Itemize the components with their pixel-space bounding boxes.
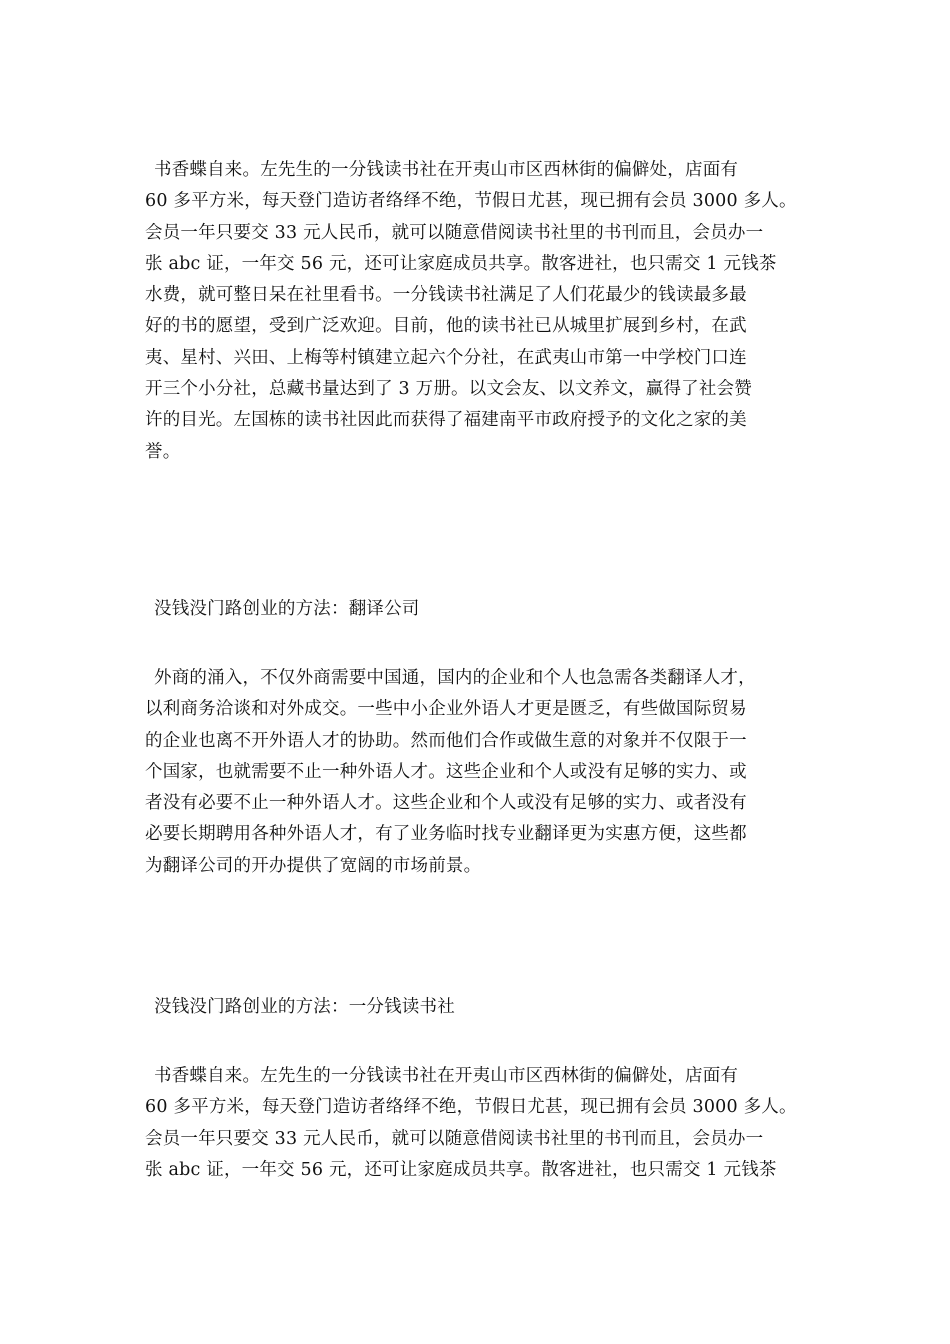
paragraph-3 xyxy=(145,1061,835,1186)
paragraph-line: 誉。 xyxy=(145,441,181,462)
paragraph-line: 开三个小分社，总藏书量达到了 3 万册。以文会友、以文养文，赢得了社会赞 xyxy=(145,379,752,400)
paragraph-line: 书香蝶自来。左先生的一分钱读书社在开夷山市区西林街的偏僻处，店面有 xyxy=(154,160,739,180)
paragraph-line: 书香蝶自来。左先生的一分钱读书社在开夷山市区西林街的偏僻处，店面有 xyxy=(154,1066,739,1086)
paragraph-line: 许的目光。左国栋的读书社因此而获得了福建南平市政府授予的文化之家的美 xyxy=(145,410,747,431)
paragraph-line: 会员一年只要交 33 元人民币，就可以随意借阅读书社里的书刊而且，会员办一 xyxy=(145,1128,764,1149)
paragraph-line: 60 多平方米，每天登门造访者络绎不绝，节假日尤甚，现已拥有会员 3000 多人。 xyxy=(145,1097,797,1118)
section-heading: 没钱没门路创业的方法：翻译公司 xyxy=(154,599,420,619)
section-heading-2 xyxy=(145,992,835,1023)
paragraph-line: 必要长期聘用各种外语人才，有了业务临时找专业翻译更为实惠方便，这些都 xyxy=(145,824,747,845)
paragraph-line: 张 abc 证，一年交 56 元，还可让家庭成员共享。散客进社，也只需交 1 元钱茶 xyxy=(145,1159,777,1180)
paragraph-line: 个国家，也就需要不止一种外语人才。这些企业和个人或没有足够的实力、或 xyxy=(145,761,747,782)
paragraph-2 xyxy=(145,663,835,882)
paragraph-1 xyxy=(145,155,835,468)
paragraph-line: 夷、星村、兴田、上梅等村镇建立起六个分社，在武夷山市第一中学校门口连 xyxy=(145,347,747,368)
paragraph-line: 者没有必要不止一种外语人才。这些企业和个人或没有足够的实力、或者没有 xyxy=(145,793,747,814)
paragraph-line: 好的书的愿望，受到广泛欢迎。目前，他的读书社已从城里扩展到乡村，在武 xyxy=(145,316,747,337)
paragraph-line: 张 abc 证，一年交 56 元，还可让家庭成员共享。散客进社，也只需交 1 元钱茶 xyxy=(145,253,777,274)
section-heading: 没钱没门路创业的方法：一分钱读书社 xyxy=(154,997,455,1017)
paragraph-line: 以利商务洽谈和对外成交。一些中小企业外语人才更是匮乏，有些做国际贸易 xyxy=(145,699,747,720)
paragraph-line: 外商的涌入，不仅外商需要中国通，国内的企业和个人也急需各类翻译人才， xyxy=(154,668,756,688)
paragraph-line: 60 多平方米，每天登门造访者络绎不绝，节假日尤甚，现已拥有会员 3000 多人。 xyxy=(145,191,797,212)
section-heading-1 xyxy=(145,594,835,625)
paragraph-line: 为翻译公司的开办提供了宽阔的市场前景。 xyxy=(145,855,482,876)
paragraph-line: 水费，就可整日呆在社里看书。一分钱读书社满足了人们花最少的钱读最多最 xyxy=(145,285,747,306)
paragraph-line: 会员一年只要交 33 元人民币，就可以随意借阅读书社里的书刊而且，会员办一 xyxy=(145,222,764,243)
paragraph-line: 的企业也离不开外语人才的协助。然而他们合作或做生意的对象并不仅限于一 xyxy=(145,730,747,751)
